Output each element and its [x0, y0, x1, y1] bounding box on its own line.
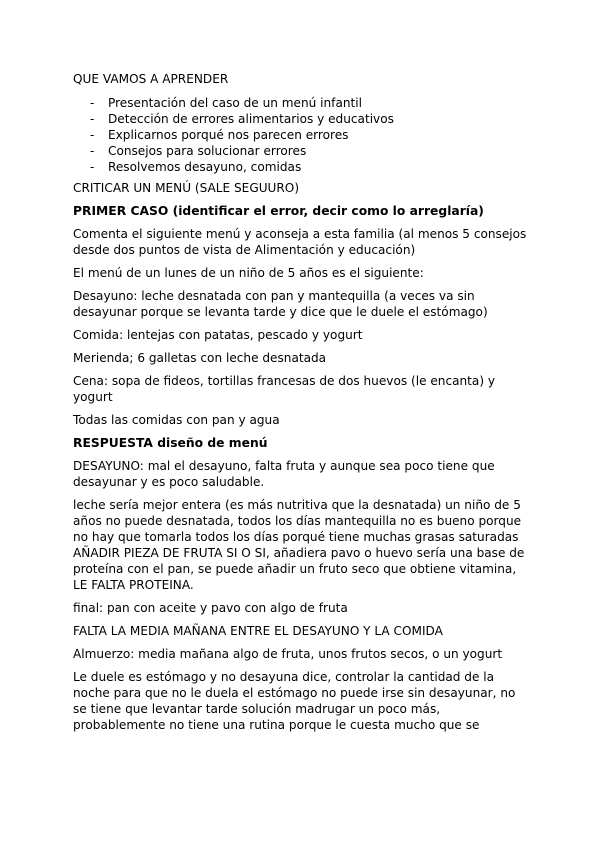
final-line: final: pan con aceite y pavo con algo de fruta: [73, 601, 348, 615]
list-item: - Detección de errores alimentarios y educativos: [90, 112, 394, 126]
merienda-line: Merienda; 6 galletas con leche desnatada: [73, 351, 327, 365]
document-body: [73, 71, 543, 733]
comenta-paragraph: Comenta el siguiente menú y aconseja a esta familia (al menos 5 consejos desde dos puntos de vista de Alimentación y educación): [73, 227, 527, 257]
todas-line: Todas las comidas con pan y agua: [73, 413, 280, 427]
list-marker: -: [90, 96, 95, 110]
list-item: - Explicarnos porqué nos parecen errores: [90, 128, 349, 142]
comida-line: Comida: lentejas con patatas, pescado y yogurt: [73, 328, 363, 342]
list-marker: -: [90, 160, 95, 174]
cena-paragraph: Cena: sopa de fideos, tortillas francesas de dos huevos (le encanta) y yogurt: [73, 374, 496, 404]
leche-paragraph: leche sería mejor entera (es más nutritiva que la desnatada) un niño de 5 años no puede desnatada, todos los días mantequilla no es bueno porque no hay que tomarla todos los días porqué tiene muchas grasas saturadas AÑADIR PIEZA DE FRUTA SI O SI, añadiera pavo o huevo sería una base de proteína con el pan, se puede añadir un fruto seco que obtiene vitamina, LE FALTA PROTEINA.: [73, 498, 525, 592]
desayuno-paragraph: Desayuno: leche desnatada con pan y mantequilla (a veces va sin desayunar porque se levanta tarde y dice que le duele el estómago): [73, 289, 488, 319]
falta-media-line: FALTA LA MEDIA MAÑANA ENTRE EL DESAYUNO Y LA COMIDA: [73, 624, 443, 638]
learning-list: [73, 95, 543, 175]
almuerzo-line: Almuerzo: media mañana algo de fruta, unos frutos secos, o un yogurt: [73, 647, 503, 661]
list-marker: -: [90, 144, 95, 158]
list-item: - Presentación del caso de un menú infantil: [90, 96, 362, 110]
list-item: - Resolvemos desayuno, comidas: [90, 160, 302, 174]
criticar-heading: CRITICAR UN MENÚ (SALE SEGUURO): [73, 181, 300, 195]
primer-caso-heading: PRIMER CASO (identificar el error, decir como lo arreglaría): [73, 204, 484, 218]
list-marker: -: [90, 112, 95, 126]
list-marker: -: [90, 128, 95, 142]
desayuno-response-paragraph: DESAYUNO: mal el desayuno, falta fruta y aunque sea poco tiene que desayunar y es poco saludable.: [73, 459, 495, 489]
duele-paragraph: Le duele es estómago y no desayuna dice, controlar la cantidad de la noche para que no le duela el estómago no puede irse sin desayunar, no se tiene que levantar tarde solución madrugar un poco más, probablemente no tiene una rutina porque le cuesta mucho que se: [73, 670, 516, 732]
section-title: QUE VAMOS A APRENDER: [73, 72, 229, 86]
menu-intro: El menú de un lunes de un niño de 5 años es el siguiente:: [73, 266, 424, 280]
respuesta-heading: RESPUESTA diseño de menú: [73, 436, 268, 450]
list-item: - Consejos para solucionar errores: [90, 144, 307, 158]
